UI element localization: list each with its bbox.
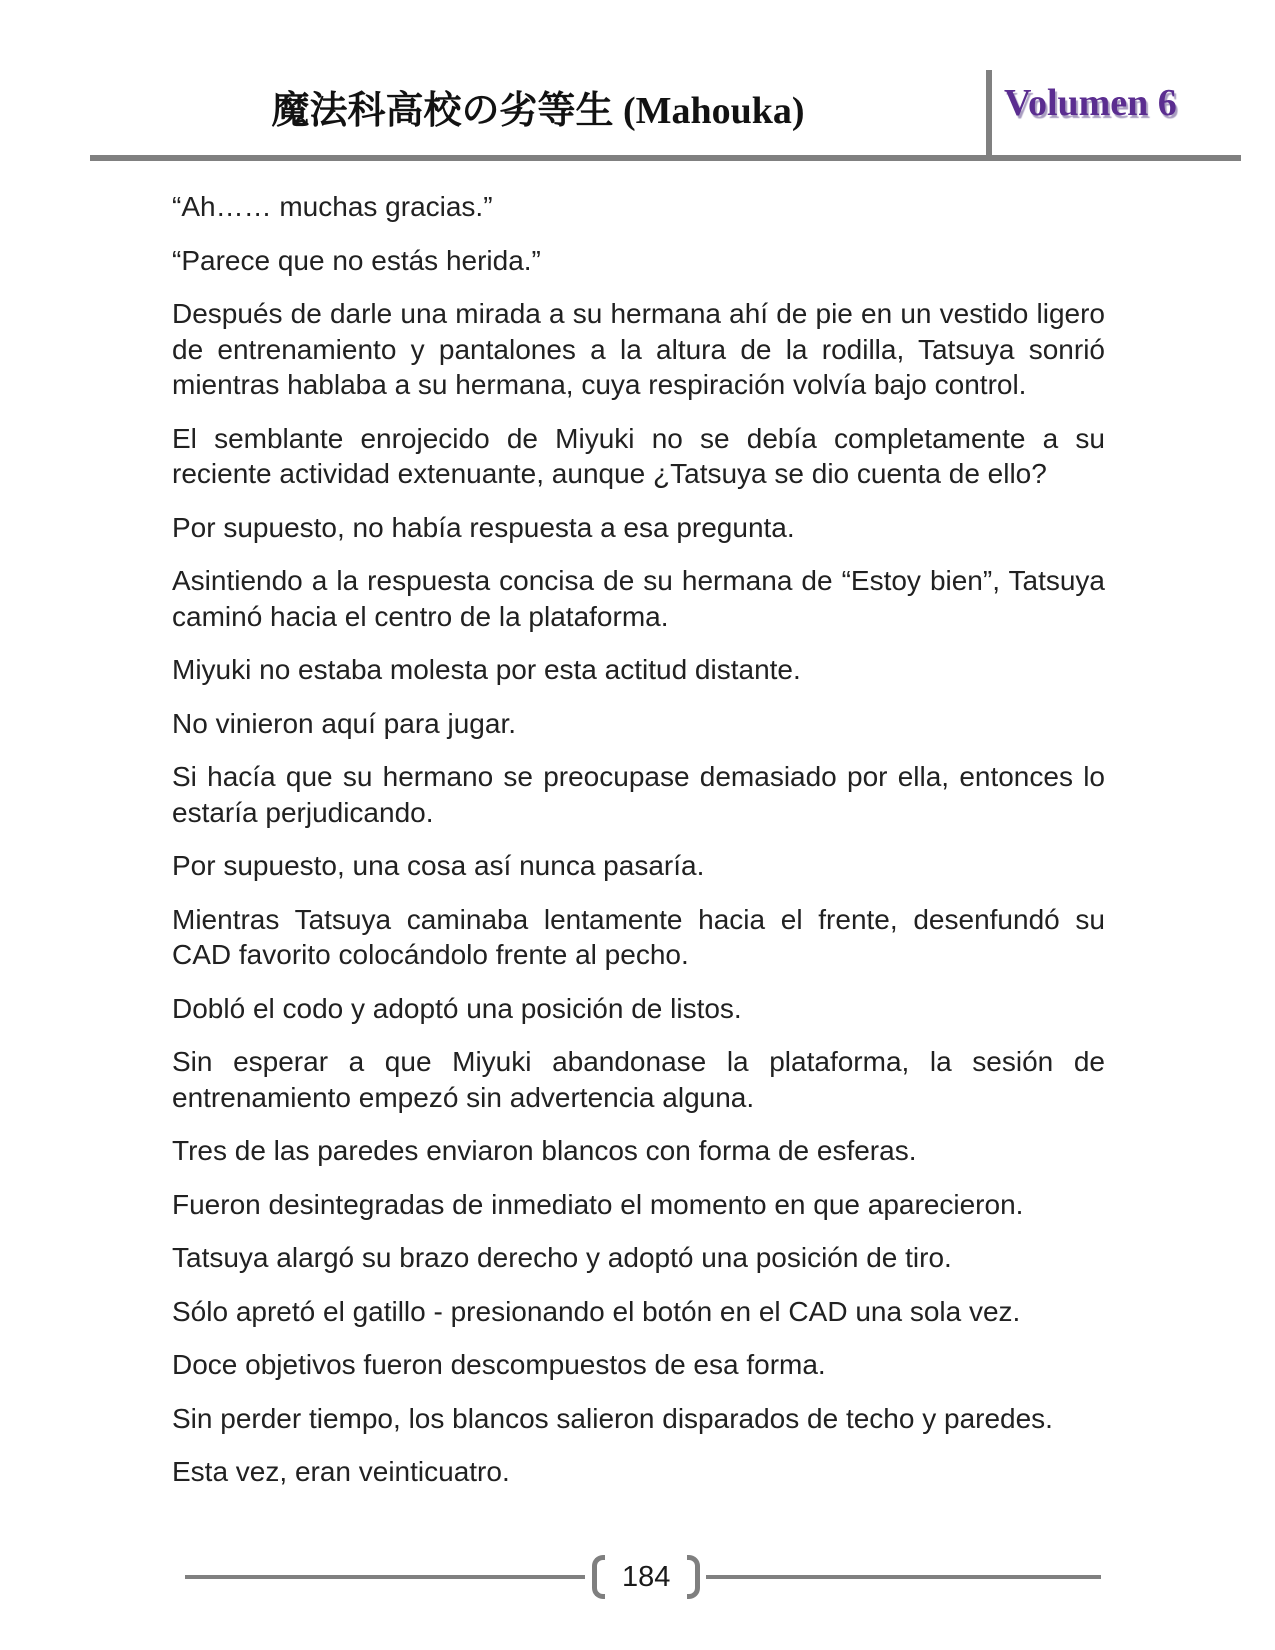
paragraph: Asintiendo a la respuesta concisa de su hermana de “Estoy bien”, Tatsuya caminó hacia el centro de la plataforma. (172, 565, 1105, 632)
paragraph: Esta vez, eran veinticuatro. (172, 1456, 510, 1487)
body-text (172, 189, 1105, 1508)
paragraph: Doce objetivos fueron descompuestos de esa forma. (172, 1349, 826, 1380)
paragraph: Por supuesto, no había respuesta a esa pregunta. (172, 511, 795, 543)
paragraph: Después de darle una mirada a su hermana ahí de pie en un vestido ligero de entrenamiento y pantalones a la altura de la rodilla, Tatsuya sonrió mientras hablaba a su hermana, cuya respiración volvía bajo control. (172, 298, 1105, 400)
paragraph: Miyuki no estaba molesta por esta actitud distante. (172, 654, 801, 685)
page-number: 184 (622, 1561, 671, 1593)
paragraph: “Parece que no estás herida.” (172, 244, 541, 276)
paragraph: No vinieron aquí para jugar. (172, 707, 516, 739)
paragraph: Sin esperar a que Miyuki abandonase la plataforma, la sesión de entrenamiento empezó sin advertencia alguna. (172, 1046, 1105, 1113)
volume-label: Volumen 6 (1004, 82, 1177, 124)
paragraph: Tres de las paredes enviaron blancos con forma de esferas. (172, 1135, 917, 1166)
paragraph: Sin perder tiempo, los blancos salieron disparados de techo y paredes. (172, 1402, 1053, 1434)
footer-rule-right (706, 1575, 1101, 1579)
paragraph: Sólo apretó el gatillo - presionando el botón en el CAD una sola vez. (172, 1295, 1021, 1327)
header-rule (90, 155, 1241, 161)
paragraph: Tatsuya alargó su brazo derecho y adoptó una posición de tiro. (172, 1242, 952, 1273)
paragraph: Fueron desintegradas de inmediato el momento en que aparecieron. (172, 1188, 1024, 1220)
right-bracket-icon (687, 1555, 700, 1599)
paragraph: Por supuesto, una cosa así nunca pasaría. (172, 850, 705, 881)
header-divider-bar (986, 70, 992, 161)
left-bracket-icon (592, 1555, 605, 1599)
paragraph: Mientras Tatsuya caminaba lentamente hacia el frente, desenfundó su CAD favorito colocándolo frente al pecho. (172, 903, 1105, 970)
paragraph: Si hacía que su hermano se preocupase demasiado por ella, entonces lo estaría perjudicando. (172, 761, 1105, 828)
paragraph: Dobló el codo y adoptó una posición de listos. (172, 992, 742, 1024)
page-footer (185, 1554, 1101, 1600)
paragraph: El semblante enrojecido de Miyuki no se debía completamente a su reciente actividad extenuante, aunque ¿Tatsuya se dio cuenta de ello? (172, 422, 1105, 489)
paragraph: “Ah…… muchas gracias.” (172, 191, 493, 222)
page-title: 魔法科高校の劣等生 (Mahouka) (271, 90, 805, 132)
footer-rule-left (185, 1575, 585, 1579)
